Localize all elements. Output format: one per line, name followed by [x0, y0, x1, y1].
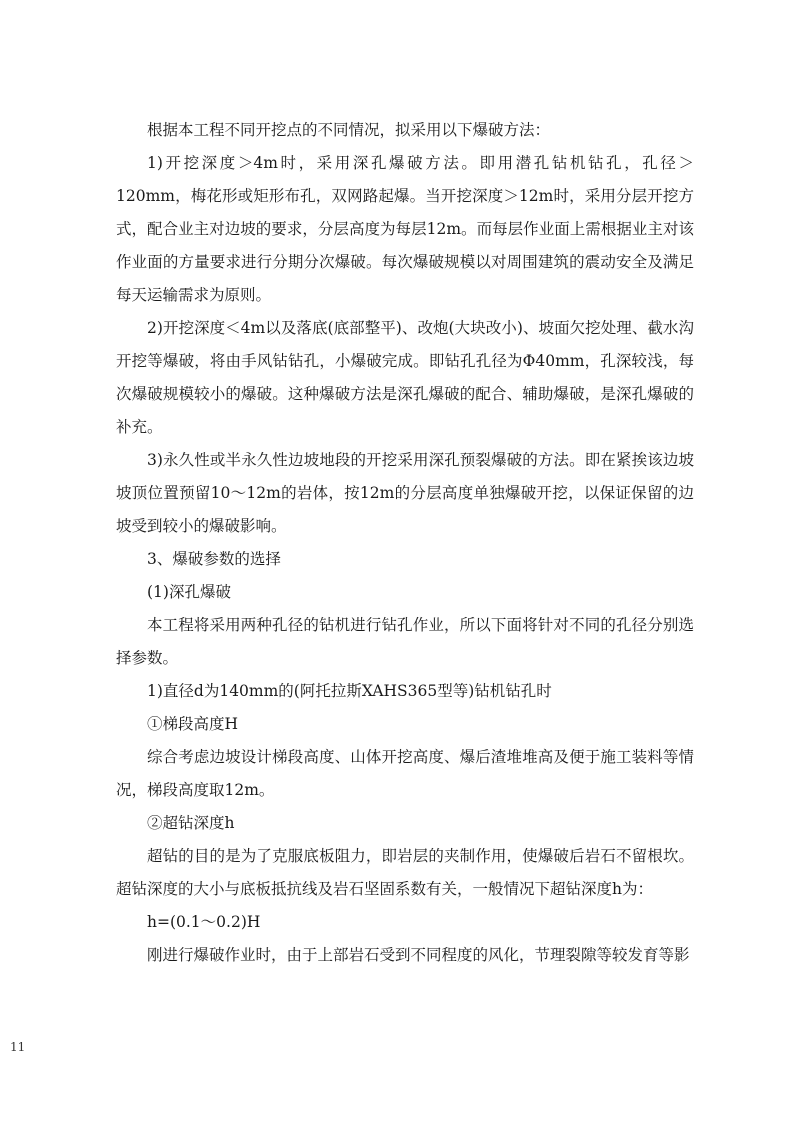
item-overdrill-heading: ②超钻深度h: [147, 814, 235, 832]
paragraph-bench-height: 综合考虑边坡设计梯段高度、山体开挖高度、爆后渣堆堆高及便于施工装料等情况，梯段高度取12m。: [116, 748, 694, 799]
paragraph-intro: 根据本工程不同开挖点的不同情况，拟采用以下爆破方法：: [147, 121, 551, 139]
formula-overdrill: h=(0.1～0.2)H: [147, 913, 261, 931]
paragraph-drill-diameters: 本工程将采用两种孔径的钻机进行钻孔作业，所以下面将针对不同的孔径分别选择参数。: [116, 616, 694, 667]
item-heading-140mm: 1)直径d为140mm的(阿托拉斯XAHS365型等)钻机钻孔时: [147, 682, 552, 700]
paragraph-overdrill: 超钻的目的是为了克服底板阻力，即岩层的夹制作用，使爆破后岩石不留根坎。超钻深度的大小与底板抵抗线及岩石坚固系数有关，一般情况下超钻深度h为：: [116, 847, 694, 898]
page-number: 11: [10, 1040, 26, 1054]
paragraph-method-2: 2)开挖深度＜4m以及落底(底部整平)、改炮(大块改小)、坡面欠挖处理、截水沟开挖等爆破，将由手风钻钻孔，小爆破完成。即钻孔孔径为Φ40mm，孔深较浅，每次爆破规模较小的爆破。这种爆破方法是深孔爆破的配合、辅助爆破，是深孔爆破的补充。: [116, 319, 694, 436]
paragraph-method-1: 1)开挖深度＞4m时，采用深孔爆破方法。即用潜孔钻机钻孔，孔径＞120mm，梅花形或矩形布孔，双网路起爆。当开挖深度＞12m时，采用分层开挖方式，配合业主对边坡的要求，分层高度为每层12m。而每层作业面上需根据业主对该作业面的方量要求进行分期分次爆破。每次爆破规模以对周围建筑的震动安全及满足每天运输需求为原则。: [116, 154, 694, 304]
section-heading-parameters: 3、爆破参数的选择: [147, 550, 281, 568]
subsection-heading-deep-hole: (1)深孔爆破: [147, 583, 231, 601]
paragraph-weathering: 刚进行爆破作业时，由于上部岩石受到不同程度的风化，节理裂隙等较发育等影: [147, 946, 690, 964]
paragraph-method-3: 3)永久性或半永久性边坡地段的开挖采用深孔预裂爆破的方法。即在紧挨该边坡坡顶位置预留10～12m的岩体，按12m的分层高度单独爆破开挖，以保证保留的边坡受到较小的爆破影响。: [116, 451, 694, 535]
body-text: [116, 114, 694, 972]
item-bench-height-heading: ①梯段高度H: [147, 715, 239, 733]
